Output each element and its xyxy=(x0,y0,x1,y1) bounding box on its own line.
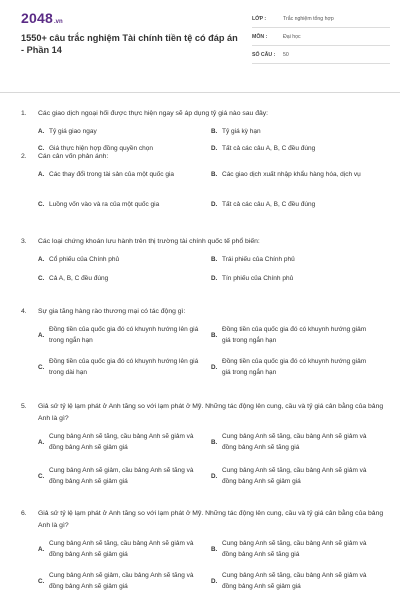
option-letter: A. xyxy=(38,256,45,263)
question-number: 6. xyxy=(21,510,27,517)
option-letter: D. xyxy=(211,577,218,585)
option-c[interactable] xyxy=(38,570,208,592)
question-text xyxy=(21,401,391,425)
option-letter: B. xyxy=(211,256,218,263)
option-text: Cung bảng Anh sẽ tăng, cầu bảng Anh sẽ giảm và đồng bảng Anh sẽ giảm giá xyxy=(49,540,194,558)
option-letter: D. xyxy=(211,145,218,152)
option-text: Tỷ giá giao ngay xyxy=(49,128,97,135)
option-text: Tín phiếu của Chính phủ xyxy=(222,275,294,282)
question-number: 1. xyxy=(21,110,27,117)
meta-label: SỐ CÂU : xyxy=(252,51,276,58)
option-a[interactable] xyxy=(38,169,203,180)
option-c[interactable] xyxy=(38,465,208,487)
question xyxy=(21,508,391,598)
option-letter: B. xyxy=(211,128,218,135)
option-text: Cả A, B, C đều đúng xyxy=(49,275,109,282)
option-letter: B. xyxy=(211,171,218,178)
question-prompt: Giả sử tỷ lệ lạm phát ở Anh tăng so với lạm phát ở Mỹ. Những tác động lên cung, cầu và tỷ giá cân bằng của bảng Anh là gì? xyxy=(38,510,384,529)
meta-row-subject xyxy=(252,28,390,46)
option-letter: C. xyxy=(38,363,45,371)
option-text: Luồng vốn vào và ra của một quốc gia xyxy=(49,201,160,208)
question-prompt: Các giao dịch ngoại hối được thực hiện ngay sẽ áp dụng tỷ giá nào sau đây: xyxy=(38,110,269,117)
option-letter: D. xyxy=(211,201,218,208)
option-letter: C. xyxy=(38,472,45,480)
question-prompt: Các loại chứng khoán lưu hành trên thị trường tài chính quốc tế phổ biến: xyxy=(38,238,260,245)
option-a[interactable] xyxy=(38,431,208,453)
option-text: Tỷ giá kỳ hạn xyxy=(222,128,261,135)
meta-value: Trắc nghiệm tổng hợp xyxy=(283,15,334,22)
option-text: Đồng tiền của quốc gia đó có khuynh hướng lên giá trong ngắn hạn xyxy=(49,326,199,344)
logo-suffix: .vn xyxy=(53,19,63,25)
option-c[interactable] xyxy=(38,356,203,378)
option-letter: A. xyxy=(38,545,45,553)
header-divider xyxy=(0,92,400,93)
option-letter: A. xyxy=(38,438,45,446)
option-letter: B. xyxy=(211,545,218,553)
page-title: 1550+ câu trắc nghiệm Tài chính tiền tệ có đáp án - Phần 14 xyxy=(21,33,238,55)
option-text: Cung bảng Anh sẽ giảm, cầu bảng Anh sẽ tăng và đồng bảng Anh sẽ giảm giá xyxy=(49,572,194,590)
option-d[interactable] xyxy=(211,199,386,210)
meta-row-class xyxy=(252,10,390,28)
option-letter: C. xyxy=(38,275,45,282)
option-c[interactable] xyxy=(38,273,203,284)
site-logo[interactable] xyxy=(21,10,63,26)
answer-options xyxy=(21,254,391,294)
answer-options xyxy=(21,431,391,495)
option-b[interactable] xyxy=(211,254,386,265)
option-d[interactable] xyxy=(211,273,386,284)
option-text: Cung bảng Anh sẽ tăng, cầu bảng Anh sẽ giảm và đồng bảng Anh sẽ tăng giá xyxy=(222,433,367,451)
option-text: Các thay đổi trong tài sản của một quốc gia xyxy=(49,171,175,178)
question-text xyxy=(21,508,391,532)
option-letter: B. xyxy=(211,331,218,339)
question-text xyxy=(21,306,391,318)
option-a[interactable] xyxy=(38,324,203,346)
option-text: Cung bảng Anh sẽ tăng, cầu bảng Anh sẽ giảm và đồng bảng Anh sẽ giảm giá xyxy=(222,467,367,485)
page-header xyxy=(0,0,400,92)
option-a[interactable] xyxy=(38,254,203,265)
option-text: Đồng tiền của quốc gia đó có khuynh hướng giảm giá trong ngắn hạn xyxy=(222,358,367,376)
option-text: Giá thực hiện hợp đồng quyền chọn xyxy=(49,145,154,152)
question xyxy=(21,236,391,294)
question-prompt: Giả sử tỷ lệ lạm phát ở Anh tăng so với lạm phát ở Mỹ. Những tác động lên cung, cầu và tỷ giá cân bằng của bảng Anh là gì? xyxy=(38,403,384,422)
option-text: Cung bảng Anh sẽ giảm, cầu bảng Anh sẽ tăng và đồng bảng Anh sẽ giảm giá xyxy=(49,467,194,485)
option-b[interactable] xyxy=(211,324,376,346)
option-b[interactable] xyxy=(211,538,381,560)
meta-label: LỚP : xyxy=(252,15,267,22)
question-text xyxy=(21,108,391,120)
meta-label: MÔN : xyxy=(252,33,268,40)
logo-text: 2048 xyxy=(21,10,53,26)
question xyxy=(21,401,391,495)
meta-row-count xyxy=(252,46,390,64)
option-text: Cung bảng Anh sẽ tăng, cầu bảng Anh sẽ giảm và đồng bảng Anh sẽ giảm giá xyxy=(49,433,194,451)
option-letter: C. xyxy=(38,145,45,152)
option-text: Đồng tiền của quốc gia đó có khuynh hướng lên giá trong dài hạn xyxy=(49,358,199,376)
question-prompt: Cán cân vốn phản ánh: xyxy=(38,153,109,160)
option-d[interactable] xyxy=(211,465,381,487)
option-a[interactable] xyxy=(38,538,208,560)
option-b[interactable] xyxy=(211,169,376,180)
question xyxy=(21,151,391,221)
question-number: 4. xyxy=(21,308,27,315)
answer-options xyxy=(21,169,391,221)
option-text: Tất cả các câu A, B, C đều đúng xyxy=(222,145,316,152)
option-b[interactable] xyxy=(211,126,386,137)
question-text xyxy=(21,236,391,248)
option-letter: A. xyxy=(38,128,45,135)
option-letter: B. xyxy=(211,438,218,446)
option-letter: D. xyxy=(211,472,218,480)
meta-value: 50 xyxy=(283,51,289,58)
answer-options xyxy=(21,538,391,598)
option-text: Cổ phiếu của Chính phủ xyxy=(49,256,120,263)
option-letter: D. xyxy=(211,363,218,371)
answer-options xyxy=(21,324,391,386)
question-prompt: Sự gia tăng hàng rào thương mại có tác động gì: xyxy=(38,308,186,315)
option-text: Các giao dịch xuất nhập khẩu hàng hóa, dịch vụ xyxy=(222,171,361,178)
option-letter: A. xyxy=(38,171,45,178)
question-number: 3. xyxy=(21,238,27,245)
option-text: Cung bảng Anh sẽ tăng, cầu bảng Anh sẽ giảm và đồng bảng Anh sẽ tăng giá xyxy=(222,540,367,558)
option-letter: D. xyxy=(211,275,218,282)
option-letter: A. xyxy=(38,331,45,339)
option-text: Đồng tiền của quốc gia đó có khuynh hướng giảm giá trong ngắn hạn xyxy=(222,326,367,344)
option-b[interactable] xyxy=(211,431,381,453)
option-text: Cung bảng Anh sẽ tăng, cầu bảng Anh sẽ giảm và đồng bảng Anh sẽ giảm giá xyxy=(222,572,367,590)
option-text: Trái phiếu của Chính phủ xyxy=(222,256,295,263)
question-number: 5. xyxy=(21,403,27,410)
option-c[interactable] xyxy=(38,199,203,210)
option-a[interactable] xyxy=(38,126,203,137)
option-letter: C. xyxy=(38,201,45,208)
option-text: Tất cả các câu A, B, C đều đúng xyxy=(222,201,316,208)
question xyxy=(21,306,391,386)
option-letter: C. xyxy=(38,577,45,585)
quiz-meta xyxy=(252,10,390,64)
option-d[interactable] xyxy=(211,356,376,378)
meta-value: Đại học xyxy=(283,33,301,40)
option-d[interactable] xyxy=(211,570,381,592)
question-number: 2. xyxy=(21,153,27,160)
question-text xyxy=(21,151,391,163)
